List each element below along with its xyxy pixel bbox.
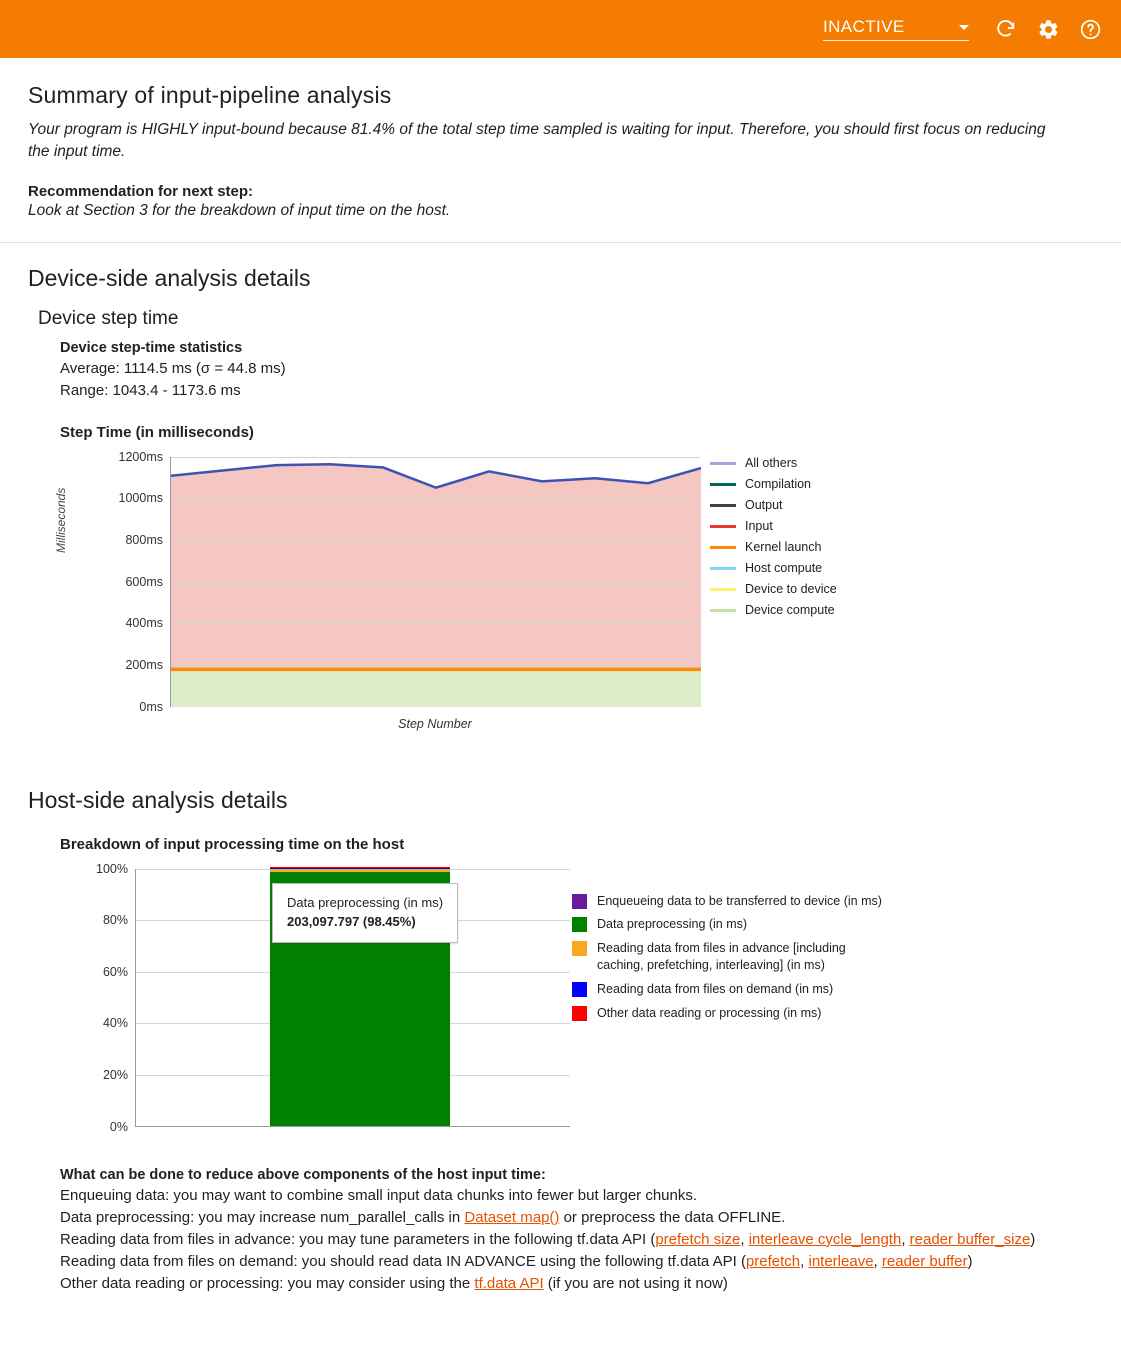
- y-axis-tick: 600ms: [125, 574, 163, 589]
- legend-swatch: [572, 941, 587, 956]
- step-time-x-axis-label: Step Number: [398, 716, 472, 731]
- recommendation-text: Look at Section 3 for the breakdown of input time on the host.: [28, 202, 451, 219]
- gear-icon[interactable]: [1031, 12, 1065, 46]
- legend-label: Device compute: [745, 603, 835, 617]
- legend-swatch: [710, 567, 736, 570]
- y-axis-tick: 100%: [96, 861, 128, 876]
- legend-label: Output: [745, 498, 783, 512]
- reco-text: ,: [873, 1253, 882, 1271]
- recommendation-label: Recommendation for next step:: [28, 183, 254, 200]
- link-reader-buffer[interactable]: reader buffer: [881, 1253, 968, 1271]
- reco-line-enqueueing: Enqueuing data: you may want to combine small input data chunks into fewer but larger chunks.: [60, 1186, 698, 1204]
- legend-item[interactable]: [710, 579, 837, 600]
- legend-item[interactable]: [710, 474, 837, 495]
- legend-item[interactable]: [572, 1005, 882, 1022]
- refresh-icon[interactable]: [989, 12, 1023, 46]
- reco-line-read-demand: [60, 1251, 1093, 1273]
- legend-swatch: [710, 609, 736, 612]
- y-axis-tick: 400ms: [125, 616, 163, 631]
- step-time-chart-title: Step Time (in milliseconds): [60, 423, 254, 441]
- gridline: [171, 498, 700, 499]
- help-icon[interactable]: [1073, 12, 1107, 46]
- legend-label: Host compute: [745, 561, 823, 575]
- y-axis-tick: 20%: [102, 1067, 128, 1082]
- step-time-y-axis-label: Milliseconds: [54, 487, 68, 553]
- tooltip-label: Data preprocessing (in ms): [287, 894, 444, 910]
- legend-item[interactable]: [710, 558, 837, 579]
- device-step-time-title: Device step time: [38, 308, 179, 329]
- legend-item[interactable]: [710, 537, 837, 558]
- link-reader-buffer-size[interactable]: reader buffer_size: [909, 1230, 1031, 1248]
- stats-average: Average: 1114.5 ms (σ = 44.8 ms): [60, 360, 286, 377]
- legend-label: Input: [745, 519, 773, 533]
- legend-item[interactable]: [572, 893, 882, 910]
- legend-label: Data preprocessing (in ms): [597, 917, 748, 932]
- summary-section: [0, 58, 1121, 243]
- legend-item[interactable]: [710, 600, 837, 621]
- host-recommendations: [60, 1167, 1093, 1296]
- tooltip-value: 203,097.797 (98.45%): [287, 914, 416, 929]
- reco-line-other: [60, 1273, 1093, 1295]
- reco-line-preprocessing: [60, 1207, 1093, 1229]
- legend-item[interactable]: [572, 940, 882, 974]
- reco-text: Data preprocessing: you may increase num_parallel_calls in: [60, 1208, 465, 1226]
- session-state-select[interactable]: [823, 17, 969, 41]
- bar-segment[interactable]: [270, 867, 450, 869]
- summary-title: Summary of input-pipeline analysis: [28, 82, 392, 108]
- legend-swatch: [710, 588, 736, 591]
- y-axis-tick: 0%: [109, 1119, 128, 1134]
- legend-swatch: [710, 483, 736, 486]
- area-layer: [171, 671, 701, 707]
- y-axis-tick: 800ms: [125, 532, 163, 547]
- legend-swatch: [572, 894, 587, 909]
- chevron-down-icon: [959, 25, 969, 30]
- link-prefetch[interactable]: prefetch: [745, 1253, 801, 1271]
- link-prefetch-size[interactable]: prefetch size: [655, 1230, 741, 1248]
- y-axis-tick: 1200ms: [118, 449, 163, 464]
- reco-text: Other data reading or processing: you may consider using the: [60, 1275, 475, 1293]
- legend-label: Device to device: [745, 582, 837, 596]
- legend-swatch: [710, 504, 736, 507]
- device-side-title: Device-side analysis details: [28, 265, 311, 291]
- reco-text: ,: [740, 1230, 749, 1248]
- gridline: [171, 582, 700, 583]
- legend-item[interactable]: [710, 453, 837, 474]
- reco-text: or preprocess the data OFFLINE.: [559, 1208, 786, 1226]
- stats-heading: Device step-time statistics: [60, 340, 243, 356]
- legend-item[interactable]: [572, 916, 882, 933]
- y-axis-tick: 40%: [102, 1016, 128, 1031]
- area-layer: [171, 464, 701, 668]
- legend-swatch: [710, 525, 736, 528]
- gridline: [171, 540, 700, 541]
- host-breakdown-chart: [60, 861, 1120, 1161]
- chart-tooltip: [272, 883, 458, 943]
- reco-text: ,: [800, 1253, 809, 1271]
- link-tf-data-api[interactable]: tf.data API: [474, 1275, 544, 1293]
- legend-swatch: [710, 546, 736, 549]
- legend-item[interactable]: [710, 516, 837, 537]
- reco-heading: What can be done to reduce above components of the host input time:: [60, 1166, 546, 1183]
- device-side-section: [0, 243, 1121, 749]
- legend-label: Reading data from files on demand (in ms): [597, 982, 834, 996]
- legend-swatch: [572, 982, 587, 997]
- legend-label: Reading data from files in advance [including caching, prefetching, interleaving] (in ms): [597, 941, 846, 973]
- y-axis-tick: 80%: [102, 913, 128, 928]
- legend-label: Other data reading or processing (in ms): [597, 1005, 822, 1020]
- legend-label: Kernel launch: [745, 540, 822, 554]
- device-step-time-statistics: [60, 340, 1093, 441]
- legend-swatch: [710, 462, 736, 465]
- y-axis-tick: 200ms: [125, 657, 163, 672]
- link-interleave[interactable]: interleave: [808, 1253, 874, 1271]
- session-state-value: INACTIVE: [823, 17, 905, 36]
- app-toolbar: [0, 0, 1121, 58]
- legend-label: Compilation: [745, 477, 812, 491]
- link-dataset-map[interactable]: Dataset map(): [464, 1208, 560, 1226]
- reco-text: ,: [901, 1230, 910, 1248]
- step-time-plot-area: [118, 449, 700, 714]
- y-axis-tick: 1000ms: [118, 491, 163, 506]
- y-axis-tick: 60%: [102, 964, 128, 979]
- legend-swatch: [572, 917, 587, 932]
- host-chart-legend: [572, 893, 882, 1029]
- host-chart-title: Breakdown of input processing time on the host: [60, 835, 405, 853]
- legend-swatch: [572, 1006, 587, 1021]
- reco-text: ): [967, 1253, 973, 1271]
- legend-item[interactable]: [710, 495, 837, 516]
- legend-label: Enqueueing data to be transferred to device (in ms): [597, 893, 882, 908]
- bar-segment[interactable]: [270, 869, 450, 872]
- gridline: [171, 665, 700, 666]
- gridline: [171, 623, 700, 624]
- host-side-section: [0, 787, 1121, 1316]
- step-time-legend: [710, 453, 837, 621]
- step-time-chart: [54, 449, 837, 749]
- reco-text: Reading data from files on demand: you should read data IN ADVANCE using the following tf.data API (: [60, 1253, 746, 1271]
- y-axis-tick: 0ms: [139, 699, 163, 714]
- stats-range: Range: 1043.4 - 1173.6 ms: [60, 381, 241, 399]
- reco-text: Reading data from files in advance: you may tune parameters in the following tf.data API (: [60, 1230, 656, 1248]
- legend-label: All others: [745, 456, 798, 470]
- link-interleave-cycle-length[interactable]: interleave cycle_length: [748, 1230, 902, 1248]
- reco-line-read-advance: [60, 1229, 1093, 1251]
- reco-text: ): [1030, 1230, 1036, 1248]
- reco-text: (if you are not using it now): [543, 1275, 728, 1293]
- host-side-title: Host-side analysis details: [28, 786, 288, 813]
- summary-body: Your program is HIGHLY input-bound because 81.4% of the total step time sampled is waiting for input. Therefore, you should first focus on reducing the input time.: [28, 121, 1046, 160]
- gridline: [171, 457, 700, 458]
- legend-item[interactable]: [572, 981, 882, 998]
